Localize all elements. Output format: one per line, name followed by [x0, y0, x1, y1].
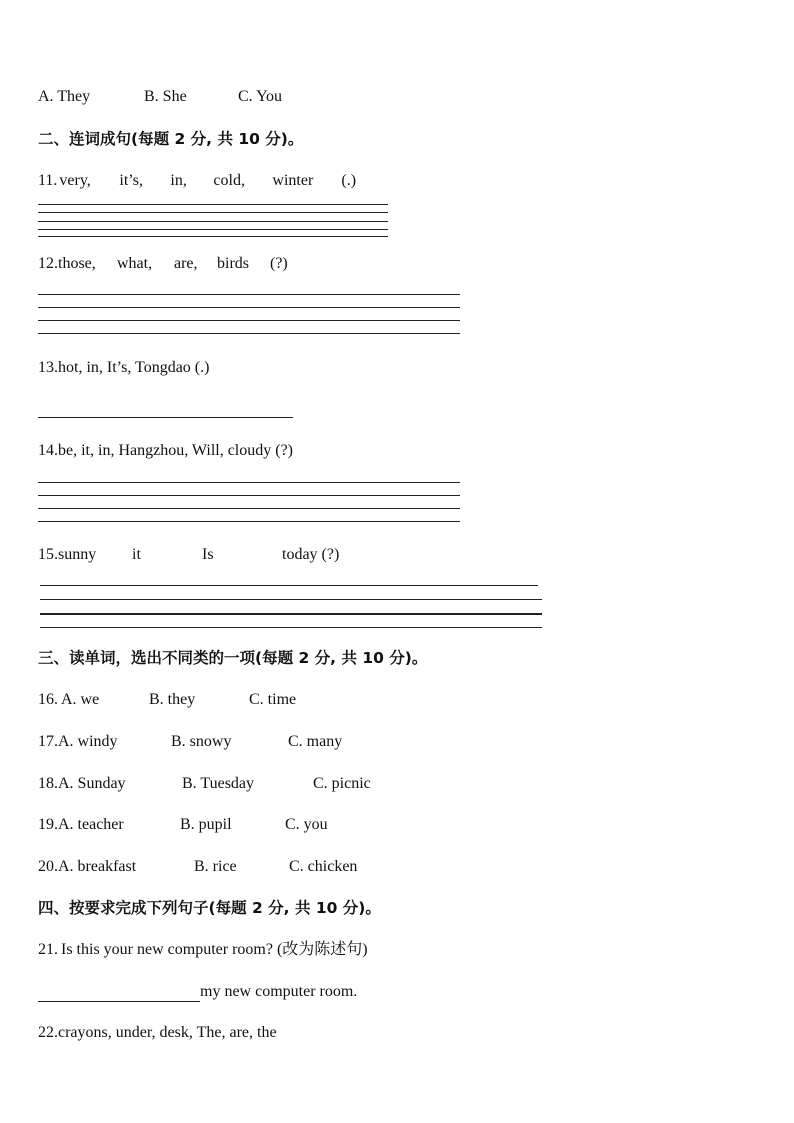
- q10-option-c: C. You: [238, 88, 283, 105]
- section-3-heading: 三、读单词，选出不同类的一项(每题 2 分, 共 10 分)。: [38, 649, 428, 667]
- q21-answer-row: [38, 982, 357, 1002]
- q18-option: C. picnic: [313, 775, 371, 792]
- q20-option: B. rice: [194, 858, 237, 875]
- q10-options: [38, 87, 282, 107]
- q21-prompt: [38, 940, 368, 960]
- q16-option: A. we: [61, 691, 100, 708]
- q15-number: 15.: [38, 546, 58, 563]
- q15-answer-line[interactable]: [40, 627, 542, 628]
- q14-answer-line[interactable]: [38, 521, 460, 522]
- q11-number: 11.: [38, 172, 58, 189]
- q14-answer-line[interactable]: [38, 508, 460, 509]
- q10-option-a: A. They: [38, 88, 91, 105]
- q13-answer-line[interactable]: [38, 417, 293, 418]
- q21-text: Is this your new computer room? (改为陈述句): [61, 941, 368, 958]
- q11-word: (.): [341, 172, 357, 189]
- q13-text: hot, in, It’s, Tongdao (.): [58, 359, 210, 376]
- q11-word: cold,: [213, 172, 245, 189]
- q18-option: B. Tuesday: [182, 775, 255, 792]
- q11-prompt: [38, 171, 356, 191]
- q22-number: 22.: [38, 1024, 58, 1041]
- q13-prompt: [38, 358, 209, 378]
- q15-answer-line[interactable]: [40, 585, 538, 586]
- q12-answer-line[interactable]: [38, 320, 460, 321]
- q14-number: 14.: [38, 442, 58, 459]
- q11-answer-line[interactable]: [38, 229, 388, 230]
- q15-answer-line[interactable]: [40, 599, 542, 600]
- q11-answer-line[interactable]: [38, 204, 388, 205]
- q10-option-b: B. She: [144, 88, 187, 105]
- q15-word: sunny: [58, 546, 97, 563]
- q18-row: [38, 774, 371, 794]
- q16-option: B. they: [149, 691, 196, 708]
- q18-option: A. Sunday: [58, 775, 126, 792]
- q17-option: A. windy: [58, 733, 118, 750]
- q16-row: [38, 690, 296, 710]
- q15-word: today (?): [282, 546, 340, 563]
- q20-option: C. chicken: [289, 858, 358, 875]
- q20-number: 20.: [38, 858, 58, 875]
- q22-text: crayons, under, desk, The, are, the: [58, 1024, 277, 1041]
- q15-answer-line[interactable]: [40, 613, 542, 615]
- q14-answer-line[interactable]: [38, 495, 460, 496]
- section-4-heading: 四、按要求完成下列句子(每题 2 分, 共 10 分)。: [38, 899, 381, 917]
- q19-option: A. teacher: [58, 816, 124, 833]
- q11-word: it’s,: [119, 172, 143, 189]
- q12-answer-line[interactable]: [38, 294, 460, 295]
- q12-word: what,: [117, 255, 153, 272]
- q14-answer-line[interactable]: [38, 482, 460, 483]
- q11-answer-line[interactable]: [38, 236, 388, 237]
- q20-option: A. breakfast: [58, 858, 137, 875]
- q22-prompt: [38, 1023, 277, 1043]
- section-2-heading: 二、连词成句(每题 2 分, 共 10 分)。: [38, 130, 304, 148]
- q21-answer-suffix: my new computer room.: [200, 983, 358, 1000]
- q11-word: in,: [170, 172, 187, 189]
- q21-answer-blank[interactable]: [38, 985, 200, 1002]
- q12-word: are,: [174, 255, 198, 272]
- q11-word: very,: [59, 172, 91, 189]
- q17-option: C. many: [288, 733, 343, 750]
- q17-row: [38, 732, 342, 752]
- q14-prompt: [38, 441, 293, 461]
- q11-answer-line[interactable]: [38, 221, 388, 222]
- q12-number: 12.: [38, 255, 58, 272]
- q13-number: 13.: [38, 359, 58, 376]
- q18-number: 18.: [38, 775, 58, 792]
- q12-prompt: [38, 254, 288, 274]
- q21-number: 21.: [38, 941, 58, 958]
- q16-option: C. time: [249, 691, 297, 708]
- q16-number: 16.: [38, 691, 58, 708]
- q11-word: winter: [272, 172, 314, 189]
- q19-option: B. pupil: [180, 816, 232, 833]
- q17-number: 17.: [38, 733, 58, 750]
- q12-word: (?): [270, 255, 288, 272]
- q15-word: it: [132, 546, 141, 563]
- q11-answer-line[interactable]: [38, 212, 388, 213]
- q20-row: [38, 857, 357, 877]
- q19-row: [38, 815, 328, 835]
- q15-word: Is: [202, 546, 214, 563]
- q14-text: be, it, in, Hangzhou, Will, cloudy (?): [58, 442, 294, 459]
- q19-option: C. you: [285, 816, 328, 833]
- q19-number: 19.: [38, 816, 58, 833]
- q12-answer-line[interactable]: [38, 307, 460, 308]
- q12-answer-line[interactable]: [38, 333, 460, 334]
- q12-word: those,: [58, 255, 96, 272]
- q17-option: B. snowy: [171, 733, 232, 750]
- q12-word: birds: [217, 255, 249, 272]
- q15-prompt: [38, 545, 339, 565]
